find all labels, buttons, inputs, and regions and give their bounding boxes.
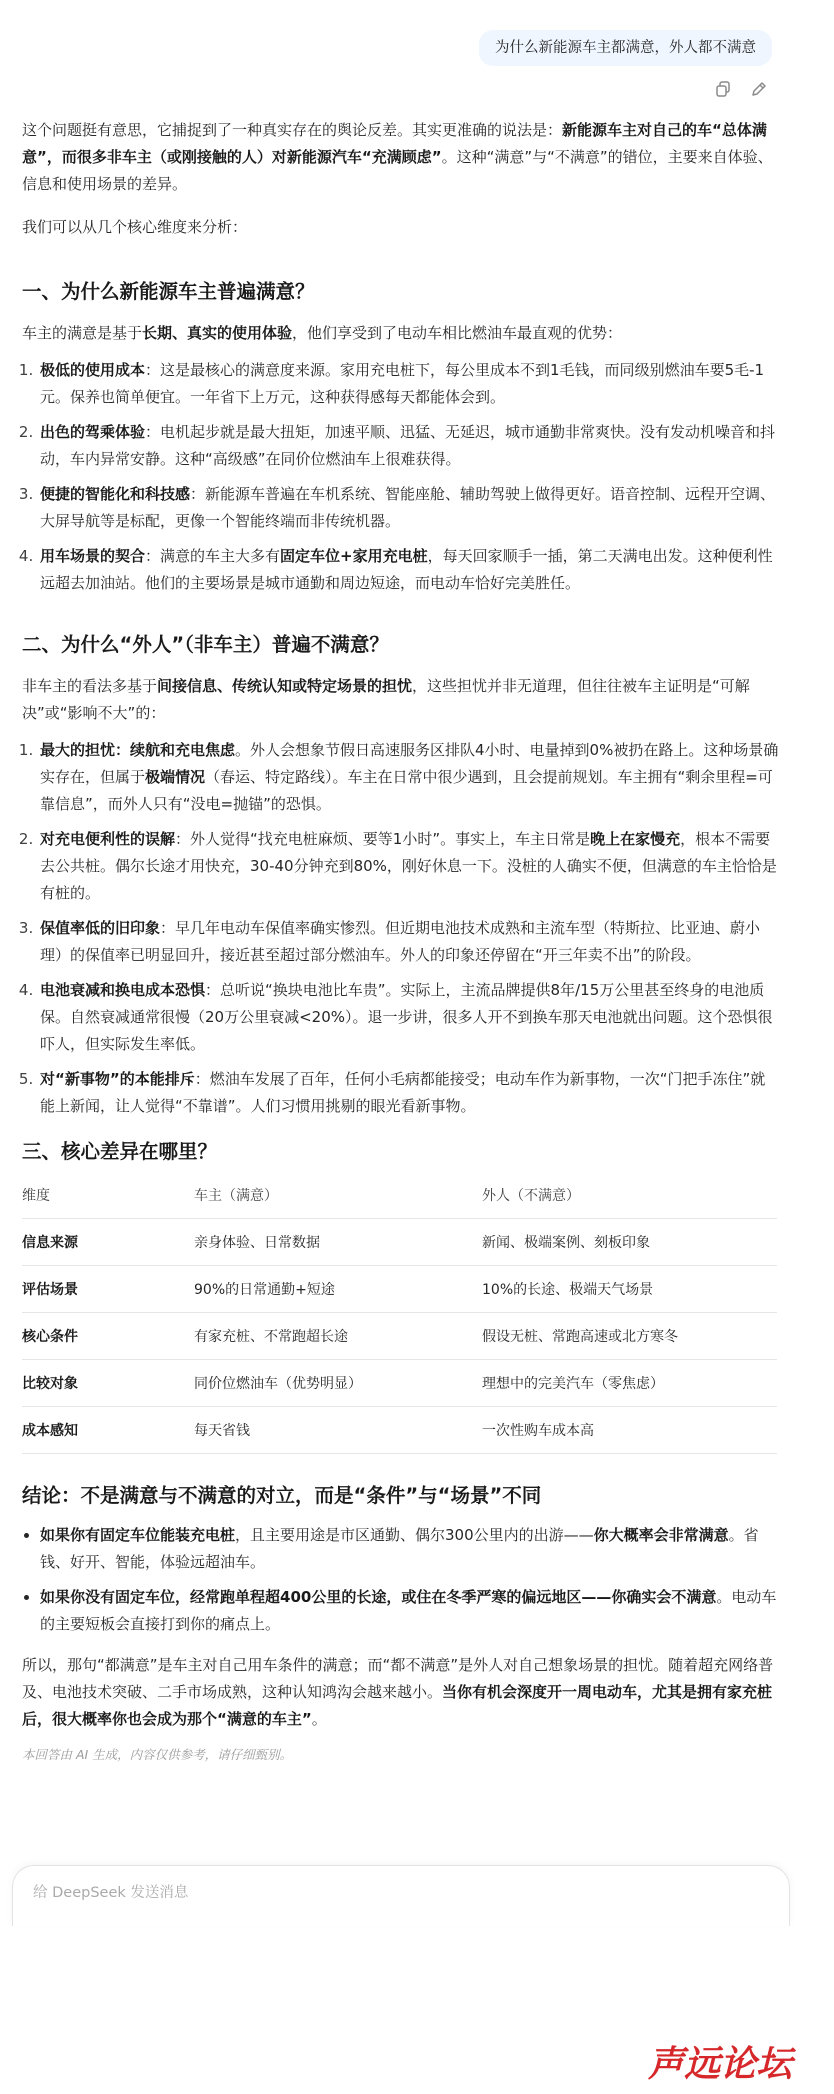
section1-list	[22, 357, 780, 597]
message-input[interactable]	[31, 1884, 735, 1902]
table-cell: 假设无桩、常跑高速或北方寒冬	[482, 1313, 777, 1360]
intro-lead: 我们可以从几个核心维度来分析：	[22, 218, 248, 236]
table-cell: 评估场景	[22, 1266, 194, 1313]
final-paragraph: 所以，那句“都满意”是车主对自己用车条件的满意；而“都不满意”是外人对自己想象场景的担忧。随着超充网络普及、电池技术突破、二手市场成熟，这种认知鸿沟会越来越小。当你有机会深度开一周电动车，尤其是拥有家充桩后，很大概率你也会成为那个“满意的车主”。	[22, 1656, 774, 1728]
table-cell: 理想中的完美汽车（零焦虑）	[482, 1360, 777, 1407]
list-item: 4. 用车场景的契合：满意的车主大多有固定车位+家用充电桩，每天回家顺手一插，第二天满电出发。这种便利性远超去加油站。他们的主要场景是城市通勤和周边短途，而电动车恰好完美胜任。	[38, 543, 780, 597]
table-row	[22, 1360, 777, 1407]
table-row	[22, 1219, 777, 1266]
table-header-row	[22, 1172, 777, 1219]
section1-lead: 车主的满意是基于长期、真实的使用体验，他们享受到了电动车相比燃油车最直观的优势：	[22, 324, 623, 342]
section1-heading: 一、为什么新能源车主普遍满意？	[22, 280, 315, 303]
assistant-answer	[22, 117, 780, 1763]
table-cell: 比较对象	[22, 1360, 194, 1407]
list-item: 2. 对充电便利性的误解：外人觉得“找充电桩麻烦、要等1小时”。事实上，车主日常是晚上在家慢充，根本不需要去公共桩。偶尔长途才用快充，30-40分钟充到80%，刚好休息一下。没桩的人确实不便，但满意的车主恰恰是有桩的。	[38, 826, 780, 907]
comparison-table	[22, 1172, 777, 1454]
message-actions	[714, 80, 768, 98]
list-item: 2. 出色的驾乘体验：电机起步就是最大扭矩，加速平顺、迅猛、无延迟，城市通勤非常爽快。没有发动机噪音和抖动，车内异常安静。这种“高级感”在同价位燃油车上很难获得。	[38, 419, 780, 473]
table-cell: 有家充桩、不常跑超长途	[194, 1313, 482, 1360]
list-item: • 如果你有固定车位能装充电桩，且主要用途是市区通勤、偶尔300公里内的出游——你大概率会非常满意。省钱、好开、智能，体验远超油车。	[40, 1522, 780, 1576]
list-item: 3. 便捷的智能化和科技感：新能源车普遍在车机系统、智能座舱、辅助驾驶上做得更好。语音控制、远程开空调、大屏导航等是标配，更像一个智能终端而非传统机器。	[38, 481, 780, 535]
message-composer	[12, 1865, 790, 1926]
table-cell: 亲身体验、日常数据	[194, 1219, 482, 1266]
list-item: 3. 保值率低的旧印象：早几年电动车保值率确实惨烈。但近期电池技术成熟和主流车型（特斯拉、比亚迪、蔚小理）的保值率已明显回升，接近甚至超过部分燃油车。外人的印象还停留在“开三年卖不出”的阶段。	[38, 915, 780, 969]
table-row	[22, 1407, 777, 1454]
list-item: 5. 对“新事物”的本能排斥：燃油车发展了百年，任何小毛病都能接受；电动车作为新事物，一次“门把手冻住”就能上新闻，让人觉得“不靠谱”。人们习惯用挑剔的眼光看新事物。	[38, 1066, 780, 1120]
conclusion-heading: 结论：不是满意与不满意的对立，而是“条件”与“场景”不同	[22, 1484, 542, 1507]
section3-heading: 三、核心差异在哪里？	[22, 1140, 218, 1163]
table-cell: 信息来源	[22, 1219, 194, 1266]
table-cell: 成本感知	[22, 1407, 194, 1454]
table-cell: 同价位燃油车（优势明显）	[194, 1360, 482, 1407]
edit-icon[interactable]	[750, 80, 768, 98]
watermark-text: 声远论坛	[647, 2044, 793, 2085]
list-item: 1. 极低的使用成本：这是最核心的满意度来源。家用充电桩下，每公里成本不到1毛钱，而同级别燃油车要5毛-1元。保养也简单便宜。一年省下上万元，这种获得感每天都能体会到。	[38, 357, 780, 411]
section2-lead: 非车主的看法多基于间接信息、传统认知或特定场景的担忧，这些担忧并非无道理，但往往被车主证明是“可解决”或“影响不大”的：	[22, 677, 750, 722]
list-item: 4. 电池衰减和换电成本恐惧：总听说“换块电池比车贵”。实际上，主流品牌提供8年/15万公里甚至终身的电池质保。自然衰减通常很慢（20万公里衰减<20%）。退一步讲，很多人开不到换车那天电池就出问题。这个恐惧很吓人，但实际发生率低。	[38, 977, 780, 1058]
list-item: 1. 最大的担忧：续航和充电焦虑。外人会想象节假日高速服务区排队4小时、电量掉到0%被扔在路上。这种场景确实存在，但属于极端情况（春运、特定路线）。车主在日常中很少遇到，且会提前规划。车主拥有“剩余里程=可靠信息”，而外人只有“没电=抛锚”的恐惧。	[38, 737, 780, 818]
table-cell: 每天省钱	[194, 1407, 482, 1454]
table-cell: 90%的日常通勤+短途	[194, 1266, 482, 1313]
copy-icon[interactable]	[714, 80, 732, 98]
table-header-cell: 外人（不满意）	[482, 1172, 777, 1219]
table-cell: 新闻、极端案例、刻板印象	[482, 1219, 777, 1266]
section2-list	[22, 737, 780, 1120]
section2-heading: 二、为什么“外人”（非车主）普遍不满意？	[22, 633, 389, 656]
user-question-bubble: 为什么新能源车主都满意，外人都不满意	[479, 30, 772, 66]
table-cell: 核心条件	[22, 1313, 194, 1360]
table-cell: 10%的长途、极端天气场景	[482, 1266, 777, 1313]
table-row	[22, 1313, 777, 1360]
conclusion-list	[22, 1522, 780, 1638]
forum-watermark-logo	[620, 2038, 820, 2086]
intro-paragraph: 这个问题挺有意思，它捕捉到了一种真实存在的舆论反差。其实更准确的说法是：新能源车主对自己的车“总体满意”，而很多非车主（或刚接触的人）对新能源汽车“充满顾虑”。这种“满意”与“不满意”的错位，主要来自体验、信息和使用场景的差异。	[22, 121, 773, 193]
ai-disclaimer: 本回答由 AI 生成，内容仅供参考，请仔细甄别。	[22, 1747, 293, 1762]
list-item: • 如果你没有固定车位，经常跑单程超400公里的长途，或住在冬季严寒的偏远地区——你确实会不满意。电动车的主要短板会直接打到你的痛点上。	[40, 1584, 780, 1638]
table-header-cell: 车主（满意）	[194, 1172, 482, 1219]
table-row	[22, 1266, 777, 1313]
table-header-cell: 维度	[22, 1172, 194, 1219]
table-cell: 一次性购车成本高	[482, 1407, 777, 1454]
